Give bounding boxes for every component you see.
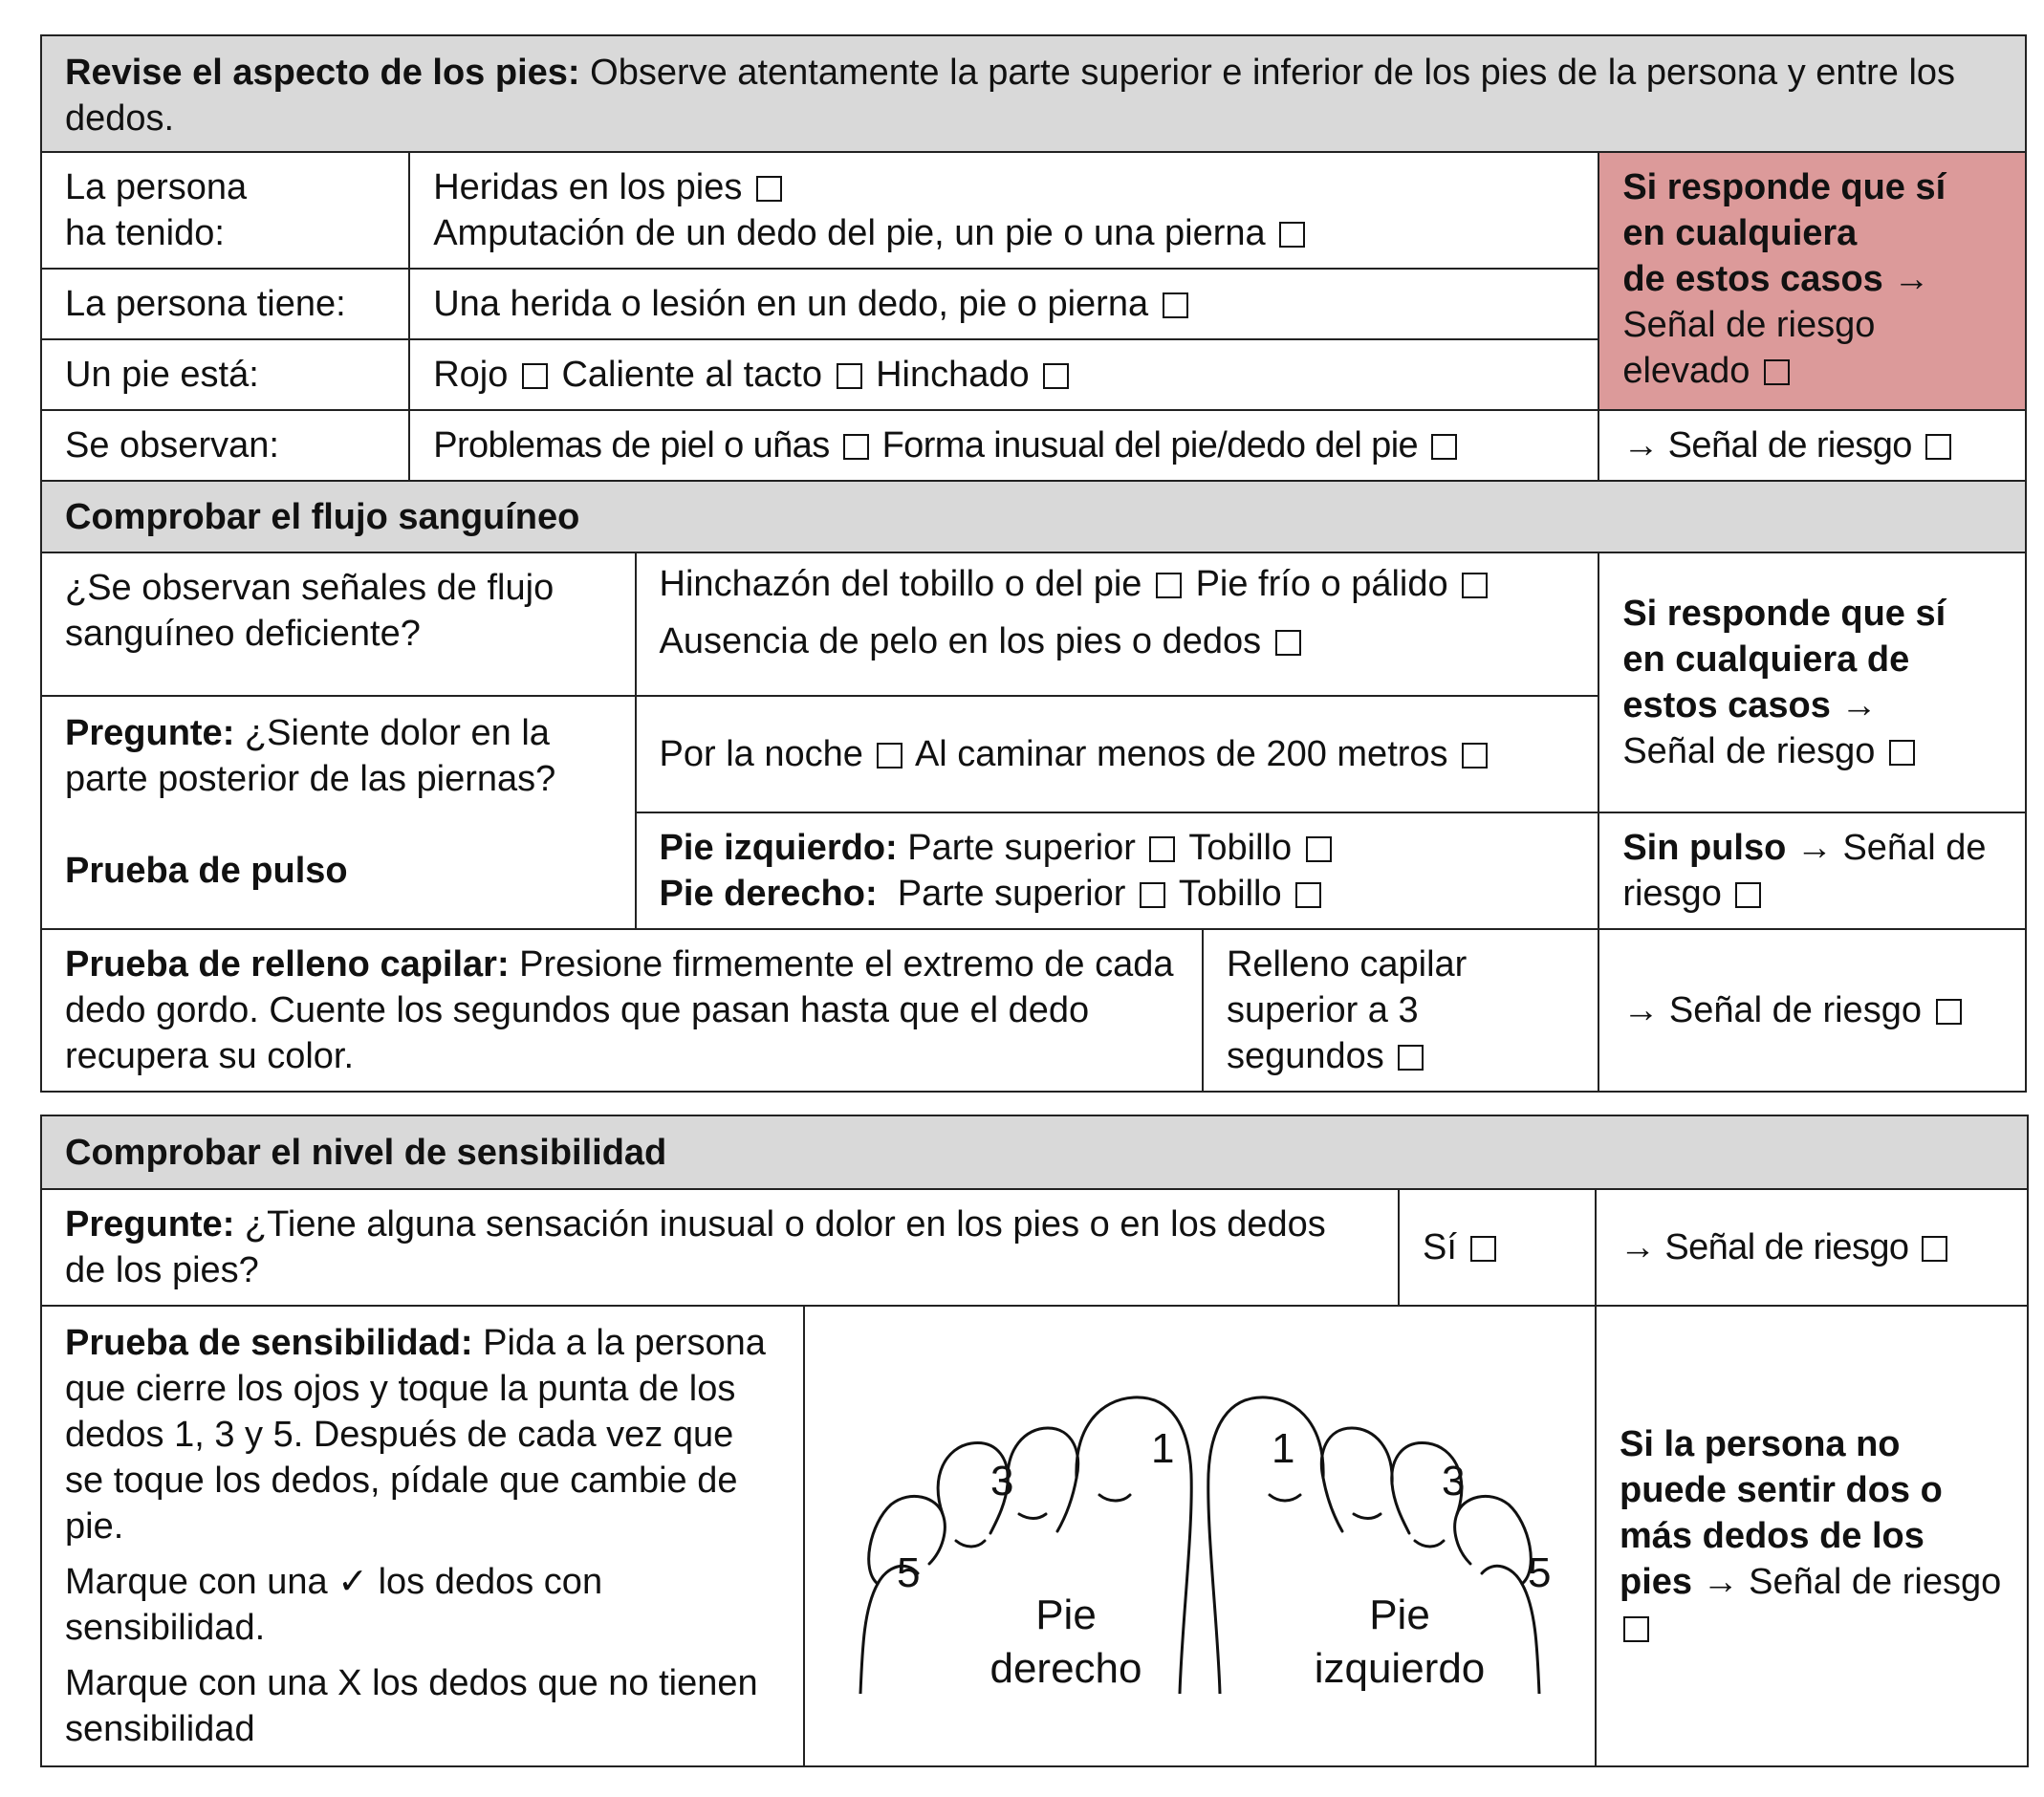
sensation-result-text: → Señal de riesgo bbox=[1620, 1227, 1909, 1267]
option-swollen-checkbox[interactable] bbox=[1043, 363, 1069, 389]
pulse-left-top-checkbox[interactable] bbox=[1149, 836, 1175, 862]
pulse-right-bold: Pie derecho: bbox=[659, 874, 878, 914]
option-at-night-label: Por la noche bbox=[659, 734, 863, 774]
sensitivity-result-arrow: → bbox=[1692, 1562, 1739, 1602]
option-ankle-swelling-checkbox[interactable] bbox=[1156, 573, 1182, 598]
row-blood-signs bbox=[41, 552, 2026, 696]
sensation-ask-bold: Pregunte: bbox=[65, 1204, 235, 1245]
row-capillary-option bbox=[1203, 929, 1598, 1092]
option-amputation-label: Amputación de un dedo del pie, un pie o una pierna bbox=[433, 213, 1266, 253]
option-amputation-checkbox[interactable] bbox=[1279, 222, 1305, 248]
row-blood-signs-options bbox=[636, 552, 1599, 696]
row-capillary-result bbox=[1598, 929, 2026, 1092]
row-had-label bbox=[41, 152, 409, 269]
left-foot-toe-5: 5 bbox=[1528, 1549, 1552, 1596]
right-foot-toe-5: 5 bbox=[897, 1549, 921, 1596]
option-wound-label: Una herida o lesión en un dedo, pie o pierna bbox=[433, 284, 1149, 324]
row-foot-state-options bbox=[409, 339, 1598, 410]
pulse-right-ankle-checkbox[interactable] bbox=[1295, 882, 1321, 908]
sensitivity-test-bold: Prueba de sensibilidad: bbox=[65, 1323, 473, 1363]
left-foot-label-2: izquierdo bbox=[1314, 1645, 1486, 1692]
feet-figure bbox=[822, 1378, 1577, 1694]
blood-risk-checkbox[interactable] bbox=[1889, 740, 1915, 766]
high-risk-checkbox[interactable] bbox=[1764, 359, 1790, 385]
right-foot-toe-3: 3 bbox=[990, 1458, 1014, 1505]
pulse-test-label: Prueba de pulso bbox=[65, 851, 348, 891]
left-foot-toe-3: 3 bbox=[1442, 1458, 1466, 1505]
feet-appearance-header-bold: Revise el aspecto de los pies: bbox=[65, 53, 580, 93]
pulse-result-text: → Señal de riesgo bbox=[1622, 828, 1987, 914]
option-foot-wounds-label: Heridas en los pies bbox=[433, 167, 743, 207]
row-leg-pain-options bbox=[636, 696, 1599, 812]
high-risk-bold-2: en cualquiera bbox=[1622, 213, 1858, 253]
row-capillary bbox=[41, 929, 2026, 1092]
row-has-label: La persona tiene: bbox=[41, 269, 409, 339]
option-hot-label: Caliente al tacto bbox=[561, 355, 822, 395]
row-observe-label: Se observan: bbox=[41, 410, 409, 481]
sensitivity-result bbox=[1596, 1306, 2028, 1766]
row-sensation-ask bbox=[41, 1189, 2028, 1306]
high-risk-bold-3: de estos casos → bbox=[1622, 259, 1930, 299]
pulse-right-text: Parte superior bbox=[877, 874, 1126, 914]
feet-figure-cell bbox=[804, 1306, 1596, 1766]
pain-question bbox=[65, 710, 612, 802]
pulse-left-ankle-label: Tobillo bbox=[1188, 828, 1293, 868]
capillary-result-checkbox[interactable] bbox=[1936, 999, 1962, 1025]
right-foot-label-1: Pie bbox=[1035, 1591, 1097, 1638]
row-blood-signs-question: ¿Se observan señales de flujo sanguíneo deficiente? bbox=[41, 552, 636, 696]
row-observe-result-checkbox[interactable] bbox=[1925, 434, 1951, 460]
sensitivity-check-text: Marque con una ✓ los dedos con sensibilidad. bbox=[65, 1562, 603, 1648]
option-no-hair-checkbox[interactable] bbox=[1275, 630, 1301, 656]
capillary-bold: Prueba de relleno capilar: bbox=[65, 944, 510, 985]
row-pulse-result bbox=[1598, 812, 2026, 929]
blood-flow-header-text: Comprobar el flujo sanguíneo bbox=[65, 496, 580, 537]
row-observe-result bbox=[1598, 410, 2026, 481]
pulse-result-checkbox[interactable] bbox=[1735, 882, 1761, 908]
row-observe-result-text: → Señal de riesgo bbox=[1622, 425, 1912, 465]
option-unusual-shape-checkbox[interactable] bbox=[1431, 434, 1457, 460]
sensitivity-test-instructions bbox=[41, 1306, 804, 1766]
capillary-option-checkbox[interactable] bbox=[1398, 1045, 1424, 1071]
blood-risk-bold-1: Si responde que sí bbox=[1622, 594, 1946, 634]
pain-pulse-question-cell bbox=[41, 696, 636, 929]
sensitivity-header-text: Comprobar el nivel de sensibilidad bbox=[65, 1132, 667, 1173]
foot-assessment-table bbox=[40, 34, 2027, 1093]
option-walking-label: Al caminar menos de 200 metros bbox=[914, 734, 1448, 774]
option-no-hair-label: Ausencia de pelo en los pies o dedos bbox=[659, 621, 1262, 661]
sensitivity-header bbox=[41, 1115, 2028, 1189]
row-has-options bbox=[409, 269, 1598, 339]
blood-risk-text: Señal de riesgo bbox=[1622, 731, 1876, 771]
pulse-left-text: Parte superior bbox=[897, 828, 1136, 868]
high-risk-bold-1: Si responde que sí bbox=[1622, 167, 1946, 207]
blood-risk-cell bbox=[1598, 552, 2026, 812]
capillary-result-text: → Señal de riesgo bbox=[1622, 990, 1922, 1030]
high-risk-text-1: Señal de riesgo bbox=[1622, 305, 1876, 345]
row-observe-options bbox=[409, 410, 1598, 481]
left-foot-toe-1: 1 bbox=[1272, 1425, 1295, 1472]
row-sensation-question bbox=[41, 1189, 1399, 1306]
sensation-result-checkbox[interactable] bbox=[1922, 1236, 1947, 1262]
sensitivity-result-checkbox[interactable] bbox=[1623, 1616, 1649, 1642]
option-red-checkbox[interactable] bbox=[522, 363, 548, 389]
pulse-result-bold: Sin pulso bbox=[1622, 828, 1787, 868]
row-pulse-options bbox=[636, 812, 1599, 929]
row-sensitivity-test bbox=[41, 1306, 2028, 1766]
left-foot-label-1: Pie bbox=[1369, 1591, 1430, 1638]
capillary-option-label: Relleno capilar superior a 3 segundos bbox=[1226, 944, 1468, 1076]
option-cold-foot-checkbox[interactable] bbox=[1462, 573, 1488, 598]
row-had bbox=[41, 152, 2026, 269]
option-swollen-label: Hinchado bbox=[876, 355, 1030, 395]
feet-appearance-header bbox=[41, 35, 2026, 152]
pulse-left-ankle-checkbox[interactable] bbox=[1306, 836, 1332, 862]
row-had-options bbox=[409, 152, 1598, 269]
option-foot-wounds-checkbox[interactable] bbox=[756, 176, 782, 202]
sensitivity-header-row bbox=[41, 1115, 2028, 1189]
row-sensation-result bbox=[1596, 1189, 2028, 1306]
option-at-night-checkbox[interactable] bbox=[877, 743, 902, 769]
option-skin-nails-label: Problemas de piel o uñas bbox=[433, 425, 830, 465]
option-walking-checkbox[interactable] bbox=[1462, 743, 1488, 769]
pulse-right-top-checkbox[interactable] bbox=[1140, 882, 1165, 908]
high-risk-text-2: elevado bbox=[1622, 351, 1750, 391]
option-wound-checkbox[interactable] bbox=[1163, 292, 1188, 318]
option-ankle-swelling-label: Hinchazón del tobillo o del pie bbox=[659, 564, 1142, 604]
sensitivity-test-para bbox=[65, 1320, 780, 1549]
row-had-label-1: La persona bbox=[65, 167, 248, 207]
feet-appearance-header-row bbox=[41, 35, 2026, 152]
blood-risk-bold-2: en cualquiera de bbox=[1622, 639, 1910, 680]
row-had-label-2: ha tenido: bbox=[65, 213, 225, 253]
sensitivity-result-bold: Si la persona no puede sentir dos o más dedos de los pies bbox=[1620, 1424, 1943, 1602]
option-skin-nails-checkbox[interactable] bbox=[843, 434, 869, 460]
sensation-yes-label: Sí bbox=[1423, 1227, 1457, 1267]
row-capillary-desc bbox=[41, 929, 1203, 1092]
option-red-label: Rojo bbox=[433, 355, 509, 395]
option-hot-checkbox[interactable] bbox=[837, 363, 862, 389]
high-risk-cell bbox=[1598, 152, 2026, 410]
right-foot-label-2: derecho bbox=[989, 1645, 1142, 1692]
feet-appearance-header-text: Observe atentamente la parte superior e inferior de los pies de la persona y entre los dedos. bbox=[65, 53, 1956, 139]
row-observe bbox=[41, 410, 2026, 481]
pain-ask-text: ¿Siente dolor en la parte posterior de las piernas? bbox=[65, 713, 556, 799]
sensitivity-test-text: Pida a la persona que cierre los ojos y toque la punta de los dedos 1, 3 y 5. Después de cada vez que se toque los dedos, pídale que cambie de pie. bbox=[65, 1323, 766, 1547]
sensitivity-table bbox=[40, 1115, 2029, 1767]
sensitivity-x-text: Marque con una X los dedos que no tienen sensibilidad bbox=[65, 1663, 758, 1749]
pulse-right-ankle-label: Tobillo bbox=[1178, 874, 1282, 914]
pain-ask-bold: Pregunte: bbox=[65, 713, 235, 753]
row-foot-state-label: Un pie está: bbox=[41, 339, 409, 410]
option-unusual-shape-label: Forma inusual del pie/dedo del pie bbox=[881, 425, 1419, 465]
row-sensation-option bbox=[1399, 1189, 1596, 1306]
sensation-yes-checkbox[interactable] bbox=[1470, 1236, 1496, 1262]
blood-flow-header bbox=[41, 481, 2026, 552]
pulse-left-bold: Pie izquierdo: bbox=[659, 828, 898, 868]
option-cold-foot-label: Pie frío o pálido bbox=[1195, 564, 1448, 604]
sensation-ask-text: ¿Tiene alguna sensación inusual o dolor en los pies o en los dedos de los pies? bbox=[65, 1204, 1326, 1290]
capillary-text: Presione firmemente el extremo de cada dedo gordo. Cuente los segundos que pasan hasta que el dedo recupera su color. bbox=[65, 944, 1174, 1076]
blood-risk-bold-3: estos casos → bbox=[1622, 685, 1878, 725]
blood-flow-header-row bbox=[41, 481, 2026, 552]
right-foot-toe-1: 1 bbox=[1151, 1425, 1175, 1472]
sensitivity-result-text: Señal de riesgo bbox=[1738, 1562, 2002, 1602]
